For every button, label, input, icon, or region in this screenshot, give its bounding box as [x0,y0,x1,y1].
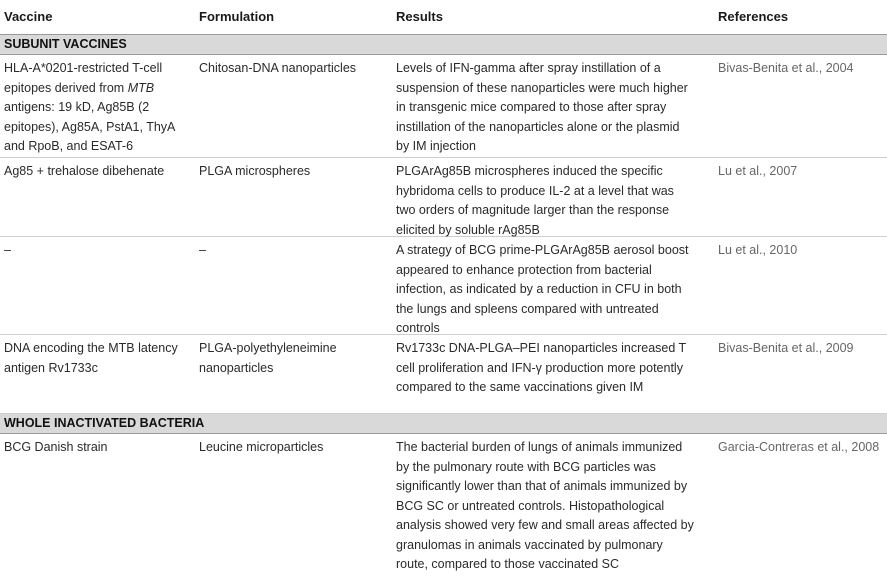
section-whole-inactivated-bacteria [0,414,887,434]
cell-reference: Lu et al., 2007 [718,164,798,178]
cell-vaccine: Ag85 + trehalose dibehenate [4,164,165,178]
cell-reference: Bivas-Benita et al., 2009 [718,341,854,355]
cell-results: Rv1733c DNA-PLGA–PEI nanoparticles increased T cell proliferation and IFN-γ production more potently compared to the same vaccinations given IM [396,341,686,394]
cell-results: Levels of IFN-gamma after spray instillation of a suspension of these nanoparticles were much higher in transgenic mice compared to those after spray instillation of the nanoparticles alone or the plasmid by IM injection [396,61,688,153]
cell-formulation: Chitosan-DNA nanoparticles [199,61,357,75]
cell-reference: Lu et al., 2010 [718,243,798,257]
table-row [0,237,887,335]
cell-formulation: PLGA microspheres [199,164,311,178]
table-row [0,55,887,158]
header-results: Results [396,9,443,24]
section-title: SUBUNIT VACCINES [4,37,127,51]
table-row [0,335,887,414]
cell-results: PLGArAg85B microspheres induced the specific hybridoma cells to produce IL-2 at a level that was two orders of magnitude larger than the response elicited by soluble rAg85B [396,164,674,237]
cell-results: The bacterial burden of lungs of animals immunized by the pulmonary route with BCG particles was significantly lower than that of animals immunized by BCG SC or untreated controls. Histopathological analysis showed very few and small areas affected by granulomas in animals vaccinated by pulmonary route, compared to those vaccinated SC [396,440,694,571]
cell-vaccine: HLA-A*0201-restricted T-cell epitopes derived from MTB antigens: 19 kD, Ag85B (2 epitopes), Ag85A, PstA1, ThyA and RpoB, and ESAT-6 [4,61,175,153]
header-vaccine: Vaccine [4,9,53,24]
cell-formulation: PLGA-polyethyleneimine nanoparticles [199,341,337,375]
table-row [0,158,887,237]
cell-results: A strategy of BCG prime-PLGArAg85B aerosol boost appeared to enhance protection from bacterial infection, as indicated by a reduction in CFU in both the lungs and spleens compared with untreated controls [396,243,689,335]
cell-reference: Garcia-Contreras et al., 2008 [718,440,880,454]
cell-reference: Bivas-Benita et al., 2004 [718,61,854,75]
cell-formulation: – [199,243,206,257]
table-header [0,0,887,35]
cell-vaccine: BCG Danish strain [4,440,108,454]
section-title: WHOLE INACTIVATED BACTERIA [4,416,205,430]
table-row [0,434,887,579]
header-formulation: Formulation [199,9,275,24]
cell-vaccine: – [4,243,11,257]
cell-formulation: Leucine microparticles [199,440,324,454]
cell-vaccine: DNA encoding the MTB latency antigen Rv1733c [4,341,178,375]
header-references: References [718,9,789,24]
section-subunit-vaccines [0,35,887,55]
